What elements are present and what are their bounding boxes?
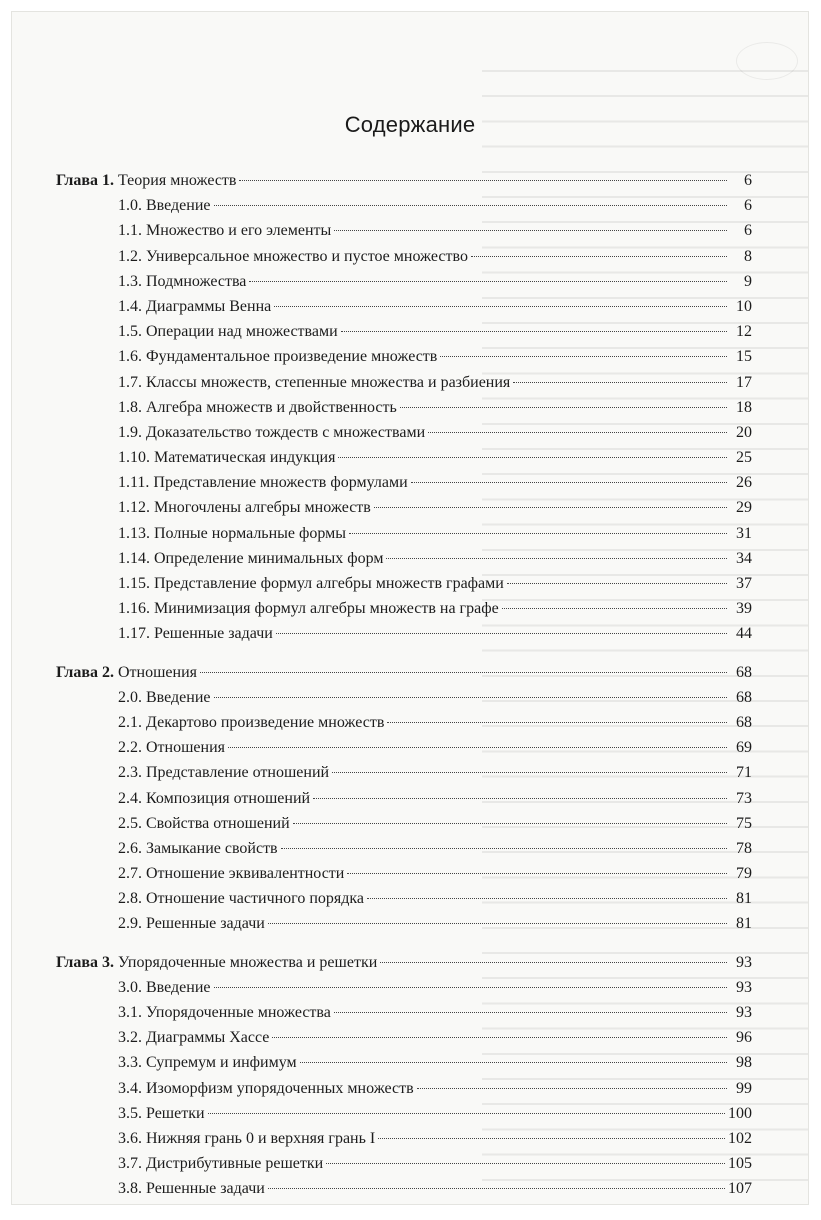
dot-leader <box>239 180 727 181</box>
toc-section-row <box>56 294 752 319</box>
section-title: 2.5. Свойства отношений <box>118 814 290 832</box>
section-page-number: 29 <box>736 499 752 517</box>
toc-section-row <box>56 269 752 294</box>
chapter-title: Упорядоченные множества и решетки <box>118 953 378 971</box>
dot-leader <box>208 1113 725 1114</box>
section-page-number: 81 <box>736 890 752 908</box>
table-of-contents <box>56 168 752 1204</box>
dot-leader <box>387 722 727 723</box>
toc-section-row <box>56 1126 752 1151</box>
section-title: 2.1. Декартово произведение множеств <box>118 713 385 731</box>
toc-chapter <box>56 168 752 647</box>
section-title: 3.3. Супремум и инфимум <box>118 1054 297 1072</box>
dot-leader <box>268 1188 725 1189</box>
toc-section-row <box>56 911 752 936</box>
section-page-number: 93 <box>736 1004 752 1021</box>
section-page-number: 26 <box>736 474 752 492</box>
dot-leader <box>380 962 727 963</box>
section-page-number: 44 <box>736 625 752 643</box>
dot-leader <box>214 697 728 698</box>
chapter-title: Отношения <box>118 663 198 681</box>
section-page-number: 37 <box>736 575 752 592</box>
toc-section-row <box>56 218 752 243</box>
section-title: 1.9. Доказательство тождеств с множествами <box>118 423 426 441</box>
section-title: 1.6. Фундаментальное произведение множеств <box>118 348 438 366</box>
dot-leader <box>349 533 727 534</box>
dot-leader <box>274 306 727 307</box>
dot-leader <box>214 205 728 206</box>
dot-leader <box>268 923 727 924</box>
chapter-page-number: 6 <box>744 172 752 189</box>
toc-section-row <box>56 836 752 861</box>
chapter-page-number: 68 <box>736 663 752 681</box>
dot-leader <box>400 407 727 408</box>
section-page-number: 100 <box>728 1104 752 1122</box>
section-page-number: 68 <box>736 688 752 706</box>
toc-section-row <box>56 760 752 785</box>
section-page-number: 102 <box>728 1129 752 1147</box>
section-title: 1.8. Алгебра множеств и двойственность <box>118 398 397 416</box>
section-page-number: 96 <box>736 1029 752 1047</box>
dot-leader <box>341 331 727 332</box>
section-page-number: 81 <box>736 915 752 933</box>
dot-leader <box>334 1012 727 1013</box>
section-title: 2.8. Отношение частичного порядка <box>118 890 365 908</box>
toc-section-row <box>56 420 752 445</box>
section-title: 1.2. Универсальное множество и пустое множество <box>118 247 468 265</box>
chapter-label <box>56 660 197 685</box>
section-title: 1.1. Множество и его элементы <box>118 222 332 240</box>
toc-section-row <box>56 811 752 836</box>
toc-section-row <box>56 1025 752 1050</box>
dot-leader <box>281 848 727 849</box>
dot-leader <box>200 672 727 673</box>
section-page-number: 31 <box>736 524 752 542</box>
toc-section-row <box>56 344 752 369</box>
chapter-number: Глава 2. <box>56 663 114 681</box>
dot-leader <box>300 1062 727 1063</box>
toc-section-row <box>56 886 752 911</box>
chapter-label <box>56 168 236 193</box>
dot-leader <box>367 898 727 899</box>
section-page-number: 78 <box>736 839 752 857</box>
section-title: 2.4. Композиция отношений <box>118 789 311 807</box>
toc-chapter-heading <box>56 660 752 685</box>
section-page-number: 98 <box>736 1054 752 1072</box>
toc-section-row <box>56 1076 752 1101</box>
section-page-number: 6 <box>744 197 752 215</box>
section-title: 3.8. Решенные задачи <box>118 1180 265 1198</box>
toc-chapter <box>56 660 752 937</box>
dot-leader <box>513 382 727 383</box>
toc-section-row <box>56 244 752 269</box>
dot-leader <box>507 583 727 584</box>
toc-section-row <box>56 861 752 886</box>
section-page-number: 93 <box>736 978 752 996</box>
section-title: 3.6. Нижняя грань 0 и верхняя грань I <box>118 1129 376 1147</box>
section-title: 1.15. Представление формул алгебры множеств графами <box>118 575 504 592</box>
book-page <box>12 12 808 1204</box>
section-title: 1.10. Математическая индукция <box>118 449 336 467</box>
page-corner-ornament <box>736 42 798 80</box>
section-page-number: 34 <box>736 549 752 567</box>
section-page-number: 71 <box>736 764 752 782</box>
dot-leader <box>313 798 727 799</box>
toc-section-row <box>56 319 752 344</box>
section-title: 1.11. Представление множеств формулами <box>118 474 408 492</box>
chapter-number: Глава 3. <box>56 953 114 971</box>
dot-leader <box>471 256 727 257</box>
chapter-page-number: 93 <box>736 953 752 971</box>
toc-section-row <box>56 370 752 395</box>
toc-section-row <box>56 1000 752 1025</box>
dot-leader <box>440 356 727 357</box>
toc-section-row <box>56 495 752 520</box>
chapter-number: Глава 1. <box>56 172 114 189</box>
section-page-number: 39 <box>736 600 752 618</box>
dot-leader <box>214 987 728 988</box>
section-page-number: 18 <box>736 398 752 416</box>
section-page-number: 75 <box>736 814 752 832</box>
toc-section-row <box>56 193 752 218</box>
section-title: 2.3. Представление отношений <box>118 764 330 782</box>
section-title: 1.7. Классы множеств, степенные множества и разбиения <box>118 373 511 391</box>
section-page-number: 69 <box>736 739 752 757</box>
section-page-number: 25 <box>736 449 752 467</box>
toc-section-row <box>56 1050 752 1075</box>
section-title: 3.5. Решетки <box>118 1104 205 1122</box>
section-title: 1.4. Диаграммы Венна <box>118 297 272 315</box>
toc-chapter-heading <box>56 950 752 975</box>
section-title: 2.7. Отношение эквивалентности <box>118 865 345 883</box>
page-title: Содержание <box>344 112 476 137</box>
section-page-number: 79 <box>736 865 752 883</box>
dot-leader <box>417 1088 727 1089</box>
toc-section-row <box>56 596 752 621</box>
section-page-number: 17 <box>736 373 752 391</box>
section-page-number: 68 <box>736 713 752 731</box>
section-page-number: 107 <box>728 1180 752 1198</box>
chapter-label <box>56 950 377 975</box>
toc-section-row <box>56 546 752 571</box>
section-title: 1.5. Операции над множествами <box>118 323 338 341</box>
toc-section-row <box>56 735 752 760</box>
section-title: 3.2. Диаграммы Хассе <box>118 1029 270 1047</box>
toc-section-row <box>56 685 752 710</box>
section-page-number: 15 <box>736 348 752 366</box>
toc-section-row <box>56 621 752 646</box>
dot-leader <box>428 432 727 433</box>
dot-leader <box>502 608 727 609</box>
toc-section-row <box>56 395 752 420</box>
dot-leader <box>272 1037 727 1038</box>
dot-leader <box>334 230 727 231</box>
section-title: 2.2. Отношения <box>118 739 226 757</box>
section-title: 3.1. Упорядоченные множества <box>118 1004 331 1021</box>
dot-leader <box>338 457 727 458</box>
toc-section-row <box>56 445 752 470</box>
section-page-number: 9 <box>744 272 752 290</box>
section-title: 2.6. Замыкание свойств <box>118 839 278 857</box>
dot-leader <box>347 873 727 874</box>
dot-leader <box>228 747 727 748</box>
dot-leader <box>386 558 727 559</box>
toc-chapter-heading <box>56 168 752 193</box>
section-title: 2.0. Введение <box>118 688 211 706</box>
section-title: 3.4. Изоморфизм упорядоченных множеств <box>118 1079 414 1097</box>
toc-section-row <box>56 521 752 546</box>
section-title: 1.16. Минимизация формул алгебры множеств на графе <box>118 600 499 618</box>
dot-leader <box>293 823 727 824</box>
section-title: 3.7. Дистрибутивные решетки <box>118 1155 324 1173</box>
section-title: 1.3. Подмножества <box>118 272 247 290</box>
section-page-number: 6 <box>744 222 752 240</box>
section-page-number: 99 <box>736 1079 752 1097</box>
section-page-number: 20 <box>736 423 752 441</box>
section-page-number: 73 <box>736 789 752 807</box>
dot-leader <box>332 772 727 773</box>
toc-chapter <box>56 950 752 1202</box>
dot-leader <box>411 482 727 483</box>
section-title: 1.0. Введение <box>118 197 211 215</box>
section-title: 1.14. Определение минимальных форм <box>118 549 384 567</box>
toc-section-row <box>56 975 752 1000</box>
dot-leader <box>374 507 727 508</box>
section-title: 3.0. Введение <box>118 978 211 996</box>
dot-leader <box>249 281 727 282</box>
toc-section-row <box>56 1101 752 1126</box>
toc-section-row <box>56 1176 752 1201</box>
section-page-number: 105 <box>728 1155 752 1173</box>
section-page-number: 8 <box>744 247 752 265</box>
toc-section-row <box>56 710 752 735</box>
toc-section-row <box>56 786 752 811</box>
toc-section-row <box>56 1151 752 1176</box>
section-title: 1.17. Решенные задачи <box>118 625 273 643</box>
dot-leader <box>276 633 727 634</box>
section-title: 1.13. Полные нормальные формы <box>118 524 347 542</box>
section-page-number: 12 <box>736 323 752 341</box>
chapter-title: Теория множеств <box>118 172 237 189</box>
toc-section-row <box>56 470 752 495</box>
toc-section-row <box>56 571 752 596</box>
section-title: 1.12. Многочлены алгебры множеств <box>118 499 371 517</box>
dot-leader <box>326 1163 725 1164</box>
dot-leader <box>378 1138 725 1139</box>
section-title: 2.9. Решенные задачи <box>118 915 265 933</box>
section-page-number: 10 <box>736 297 752 315</box>
